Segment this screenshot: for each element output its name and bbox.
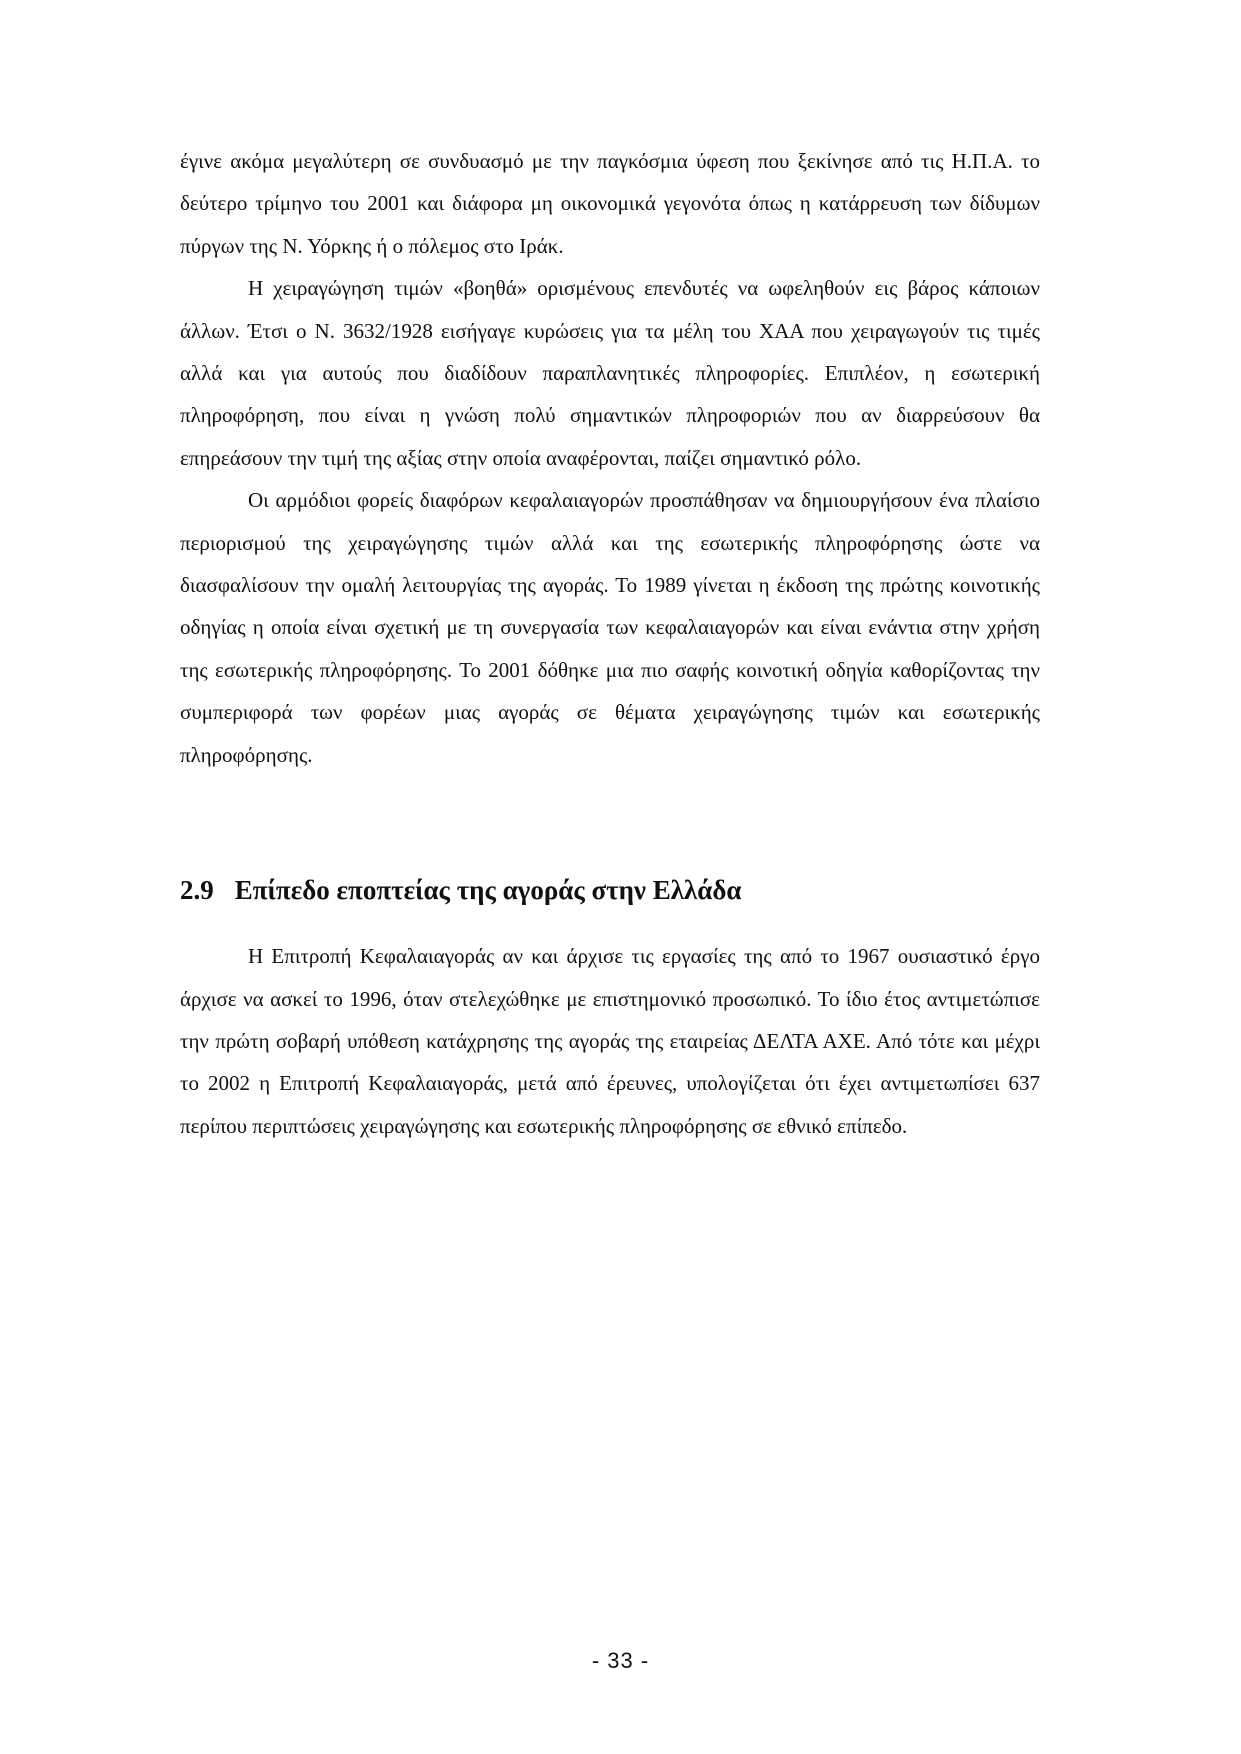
paragraph-regulatory-framework: Οι αρμόδιοι φορείς διαφόρων κεφαλαιαγορών προσπάθησαν να δημιουργήσουν ένα πλαίσιο περιορισμού της χειραγώγησης τιμών αλλά και της εσωτερικής πληροφόρησης ώστε να διασφαλίσουν την ομαλή λειτουργίας της αγοράς. Το 1989 γίνεται η έκδοση της πρώτης κοινοτικής οδηγίας η οποία είναι σχετική με τη συνεργασία των κεφαλαιαγορών και είναι ενάντια στην χρήση της εσωτερικής πληροφόρησης. Το 2001 δόθηκε μια πιο σαφής κοινοτική οδηγία καθορίζοντας την συμπεριφορά των φορέων μιας αγοράς σε θέματα χειραγώγησης τιμών και εσωτερικής πληροφόρησης. bbox=[180, 488, 1040, 767]
page-number: - 33 - bbox=[591, 1648, 650, 1673]
section-title: Επίπεδο εποπτείας της αγοράς στην Ελλάδα bbox=[234, 875, 742, 906]
paragraph-capital-market-commission: Η Επιτροπή Κεφαλαιαγοράς αν και άρχισε τις εργασίες της από το 1967 ουσιαστικό έργο άρχισε να ασκεί το 1996, όταν στελεχώθηκε με επιστημονικό προσωπικό. Το ίδιο έτος αντιμετώπισε την πρώτη σοβαρή υπόθεση κατάχρησης της αγοράς της εταιρείας ΔΕΛΤΑ ΑΧΕ. Από τότε και μέχρι το 2002 η Επιτροπή Κεφαλαιαγοράς, μετά από έρευνες, υπολογίζεται ότι έχει αντιμετωπίσει 637 περίπου περιπτώσεις χειραγώγησης και εσωτερικής πληροφόρησης σε εθνικό επίπεδο. bbox=[180, 944, 1040, 1138]
section-heading bbox=[180, 870, 1040, 910]
page-body bbox=[180, 140, 1040, 1147]
paragraph-price-manipulation: Η χειραγώγηση τιμών «βοηθά» ορισμένους επενδυτές να ωφεληθούν εις βάρος κάποιων άλλων. Έτσι ο Ν. 3632/1928 εισήγαγε κυρώσεις για τα μέλη του ΧΑΑ που χειραγωγούν τις τιμές αλλά και για αυτούς που διαδίδουν παραπλανητικές πληροφορίες. Επιπλέον, η εσωτερική πληροφόρηση, που είναι η γνώση πολύ σημαντικών πληροφοριών που αν διαρρεύσουν θα επηρεάσουν την τιμή της αξίας στην οποία αναφέρονται, παίζει σημαντικό ρόλο. bbox=[180, 276, 1040, 470]
paragraph-continuation: έγινε ακόμα μεγαλύτερη σε συνδυασμό με την παγκόσμια ύφεση που ξεκίνησε από τις Η.Π.Α. το δεύτερο τρίμηνο του 2001 και διάφορα μη οικονομικά γεγονότα όπως η κατάρρευση των δίδυμων πύργων της Ν. Υόρκης ή ο πόλεμος στο Ιράκ. bbox=[180, 149, 1040, 258]
section-number: 2.9 bbox=[180, 875, 214, 906]
